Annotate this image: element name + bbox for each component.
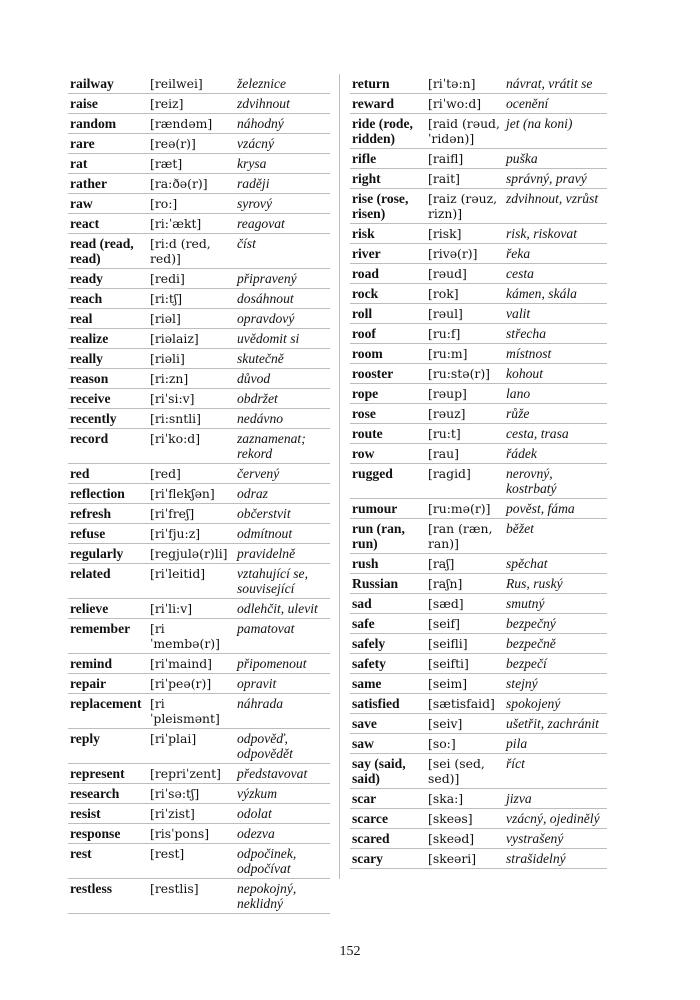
entry-translation: bezpečí [504,654,607,674]
entry-translation: pamatovat [235,619,330,654]
entry-pronunciation: [ri:zn] [148,369,235,389]
entry-translation: náhodný [235,114,330,134]
entry-word: rumour [350,499,426,519]
vocabulary-entry [68,564,330,599]
entry-word: rifle [350,149,426,169]
vocabulary-entry [350,404,607,424]
entry-word: replacement [68,694,148,729]
entry-translation: Rus, ruský [504,574,607,594]
entry-word: reason [68,369,148,389]
vocabulary-entry [68,134,330,154]
entry-pronunciation: [seifli] [426,634,504,654]
entry-pronunciation: [ri:sntli] [148,409,235,429]
entry-pronunciation: [ska:] [426,789,504,809]
entry-translation: krysa [235,154,330,174]
entry-translation: cesta, trasa [504,424,607,444]
entry-word: scar [350,789,426,809]
vocabulary-entry [68,349,330,369]
vocabulary-entry [68,74,330,94]
entry-word: rare [68,134,148,154]
entry-word: red [68,464,148,484]
vocabulary-column-left [68,74,330,914]
entry-pronunciation: [seiv] [426,714,504,734]
entry-pronunciation: [rændəm] [148,114,235,134]
vocabulary-entry [350,304,607,324]
entry-pronunciation: [rau] [426,444,504,464]
entry-translation: vzácný, ojedinělý [504,809,607,829]
entry-pronunciation: [ri:d (red, red)] [148,234,235,269]
entry-word: rose [350,404,426,424]
entry-pronunciation: [seifti] [426,654,504,674]
entry-word: reflection [68,484,148,504]
entry-pronunciation: [raid (rəud, ˈridən)] [426,114,504,149]
entry-pronunciation: [ragid] [426,464,504,499]
entry-pronunciation: [riˈsi:v] [148,389,235,409]
entry-translation: vzácný [235,134,330,154]
entry-translation: skutečně [235,349,330,369]
entry-word: roof [350,324,426,344]
vocabulary-entry [350,384,607,404]
entry-word: reach [68,289,148,309]
entry-word: read (read, read) [68,234,148,269]
vocabulary-entry [68,269,330,289]
entry-pronunciation: [risˈpons] [148,824,235,844]
entry-translation: reagovat [235,214,330,234]
entry-translation: zdvihnout [235,94,330,114]
entry-translation: syrový [235,194,330,214]
vocabulary-entry [68,154,330,174]
vocabulary-entry [350,809,607,829]
vocabulary-entry [350,734,607,754]
vocabulary-entry [68,824,330,844]
entry-word: ready [68,269,148,289]
entry-word: rugged [350,464,426,499]
entry-pronunciation: [raʃ] [426,554,504,574]
vocabulary-entry [350,364,607,384]
entry-word: save [350,714,426,734]
entry-word: roll [350,304,426,324]
entry-word: reply [68,729,148,764]
entry-word: same [350,674,426,694]
entry-pronunciation: [restlis] [148,879,235,914]
vocabulary-entry [350,169,607,189]
entry-word: satisfied [350,694,426,714]
entry-translation: uvědomit si [235,329,330,349]
entry-translation: řeka [504,244,607,264]
entry-word: saw [350,734,426,754]
vocabulary-entry [68,289,330,309]
entry-word: really [68,349,148,369]
entry-word: real [68,309,148,329]
entry-pronunciation: [ro:] [148,194,235,214]
entry-word: route [350,424,426,444]
entry-translation: střecha [504,324,607,344]
vocabulary-entry [350,829,607,849]
entry-pronunciation: [ri:tʃ] [148,289,235,309]
entry-translation: valit [504,304,607,324]
entry-word: scary [350,849,426,869]
vocabulary-entry [68,234,330,269]
entry-word: room [350,344,426,364]
entry-translation: raději [235,174,330,194]
entry-pronunciation: [riˈplai] [148,729,235,764]
entry-translation: pravidelně [235,544,330,564]
entry-translation: místnost [504,344,607,364]
entry-pronunciation: [riˈko:d] [148,429,235,464]
entry-pronunciation: [rok] [426,284,504,304]
entry-word: realize [68,329,148,349]
vocabulary-entry [68,369,330,389]
vocabulary-entry [350,189,607,224]
vocabulary-entry [68,174,330,194]
entry-pronunciation: [sei (sed, sed)] [426,754,504,789]
entry-word: refuse [68,524,148,544]
entry-pronunciation: [riˈfreʃ] [148,504,235,524]
entry-pronunciation: [riˈpeə(r)] [148,674,235,694]
vocabulary-table-right [350,74,607,869]
vocabulary-entry [350,789,607,809]
entry-pronunciation: [rivə(r)] [426,244,504,264]
entry-pronunciation: [sætisfaid] [426,694,504,714]
vocabulary-entry [350,519,607,554]
entry-translation: smutný [504,594,607,614]
vocabulary-entry [68,844,330,879]
entry-translation: lano [504,384,607,404]
vocabulary-entry [350,94,607,114]
entry-pronunciation: [ru:t] [426,424,504,444]
vocabulary-entry [350,244,607,264]
entry-translation: připomenout [235,654,330,674]
vocabulary-entry [350,654,607,674]
page-number: 152 [339,944,361,959]
entry-pronunciation: [rəud] [426,264,504,284]
entry-translation: správný, pravý [504,169,607,189]
entry-word: remember [68,619,148,654]
entry-word: safety [350,654,426,674]
entry-word: risk [350,224,426,244]
vocabulary-entry [68,879,330,914]
entry-word: road [350,264,426,284]
vocabulary-entry [68,194,330,214]
entry-word: related [68,564,148,599]
entry-pronunciation: [riˈmaind] [148,654,235,674]
entry-translation: ocenění [504,94,607,114]
entry-pronunciation: [ri:ˈækt] [148,214,235,234]
entry-pronunciation: [rəul] [426,304,504,324]
vocabulary-entry [68,409,330,429]
vocabulary-entry [68,599,330,619]
vocabulary-entry [68,429,330,464]
entry-word: remind [68,654,148,674]
entry-translation: risk, riskovat [504,224,607,244]
entry-translation: vztahující se, související [235,564,330,599]
vocabulary-entry [350,264,607,284]
entry-word: rock [350,284,426,304]
entry-pronunciation: [ræt] [148,154,235,174]
entry-word: response [68,824,148,844]
entry-word: rat [68,154,148,174]
entry-pronunciation: [rəuz] [426,404,504,424]
vocabulary-entry [68,114,330,134]
entry-pronunciation: [reilwei] [148,74,235,94]
entry-pronunciation: [ran (ræn, ran)] [426,519,504,554]
vocabulary-entry [68,309,330,329]
entry-translation: běžet [504,519,607,554]
entry-translation: růže [504,404,607,424]
entry-translation: pověst, fáma [504,499,607,519]
entry-translation: cesta [504,264,607,284]
entry-pronunciation: [raiz (rəuz, rizn)] [426,189,504,224]
vocabulary-entry [350,674,607,694]
vocabulary-entry [350,74,607,94]
vocabulary-entry [350,424,607,444]
entry-word: rope [350,384,426,404]
vocabulary-entry [350,694,607,714]
vocabulary-entry [68,619,330,654]
entry-pronunciation: [riˈtə:n] [426,74,504,94]
entry-word: row [350,444,426,464]
entry-word: river [350,244,426,264]
entry-word: represent [68,764,148,784]
vocabulary-entry [350,634,607,654]
entry-pronunciation: [red] [148,464,235,484]
entry-translation: opravdový [235,309,330,329]
entry-pronunciation: [riəlaiz] [148,329,235,349]
entry-pronunciation: [rait] [426,169,504,189]
vocabulary-column-right [350,74,607,869]
entry-translation: spěchat [504,554,607,574]
entry-word: rise (rose, risen) [350,189,426,224]
entry-word: receive [68,389,148,409]
column-divider [339,74,340,879]
entry-translation: bezpečný [504,614,607,634]
entry-translation: nedávno [235,409,330,429]
entry-pronunciation: [redi] [148,269,235,289]
vocabulary-entry [350,464,607,499]
entry-pronunciation: [reə(r)] [148,134,235,154]
entry-translation: důvod [235,369,330,389]
vocabulary-entry [68,504,330,524]
entry-word: ride (rode, ridden) [350,114,426,149]
entry-pronunciation: [riˈpleismənt] [148,694,235,729]
entry-pronunciation: [riəli] [148,349,235,369]
entry-pronunciation: [ru:f] [426,324,504,344]
entry-pronunciation: [riˈsə:tʃ] [148,784,235,804]
vocabulary-entry [350,594,607,614]
vocabulary-entry [350,324,607,344]
vocabulary-entry [68,804,330,824]
vocabulary-entry [68,654,330,674]
entry-translation: bezpečně [504,634,607,654]
vocabulary-entry [350,444,607,464]
entry-pronunciation: [ru:stə(r)] [426,364,504,384]
entry-translation: kámen, skála [504,284,607,304]
entry-translation: připravený [235,269,330,289]
entry-translation: číst [235,234,330,269]
vocabulary-entry [350,114,607,149]
entry-pronunciation: [ra:ðə(r)] [148,174,235,194]
entry-word: refresh [68,504,148,524]
entry-word: rather [68,174,148,194]
entry-pronunciation: [skeəri] [426,849,504,869]
entry-pronunciation: [riˈleitid] [148,564,235,599]
entry-translation: vystrašený [504,829,607,849]
entry-word: raise [68,94,148,114]
entry-word: rooster [350,364,426,384]
vocabulary-entry [350,224,607,244]
entry-translation: řádek [504,444,607,464]
entry-pronunciation: [repriˈzent] [148,764,235,784]
entry-pronunciation: [so:] [426,734,504,754]
vocabulary-entry [68,764,330,784]
vocabulary-entry [350,849,607,869]
entry-translation: stejný [504,674,607,694]
vocabulary-entry [350,574,607,594]
entry-pronunciation: [regjulə(r)li] [148,544,235,564]
entry-word: sad [350,594,426,614]
entry-pronunciation: [skeəd] [426,829,504,849]
entry-translation: obdržet [235,389,330,409]
entry-pronunciation: [riˈli:v] [148,599,235,619]
entry-translation: jet (na koni) [504,114,607,149]
vocabulary-entry [350,344,607,364]
vocabulary-entry [350,149,607,169]
entry-translation: představovat [235,764,330,784]
entry-word: raw [68,194,148,214]
entry-translation: dosáhnout [235,289,330,309]
entry-translation: zaznamenat; rekord [235,429,330,464]
entry-word: random [68,114,148,134]
vocabulary-table-left [68,74,330,914]
vocabulary-entry [68,484,330,504]
vocabulary-entry [350,554,607,574]
entry-word: relieve [68,599,148,619]
entry-translation: odezva [235,824,330,844]
entry-translation: odlehčit, ulevit [235,599,330,619]
entry-translation: odmítnout [235,524,330,544]
entry-translation: pila [504,734,607,754]
entry-translation: železnice [235,74,330,94]
entry-translation: puška [504,149,607,169]
entry-pronunciation: [rest] [148,844,235,879]
entry-pronunciation: [raʃn] [426,574,504,594]
entry-pronunciation: [rəup] [426,384,504,404]
entry-translation: odraz [235,484,330,504]
entry-word: safely [350,634,426,654]
entry-translation: červený [235,464,330,484]
entry-word: recently [68,409,148,429]
vocabulary-entry [68,329,330,349]
entry-word: scarce [350,809,426,829]
entry-word: railway [68,74,148,94]
vocabulary-entry [350,614,607,634]
entry-word: rush [350,554,426,574]
entry-translation: říct [504,754,607,789]
entry-pronunciation: [riˈwo:d] [426,94,504,114]
entry-translation: zdvihnout, vzrůst [504,189,607,224]
entry-translation: strašidelný [504,849,607,869]
entry-word: safe [350,614,426,634]
entry-translation: ušetřit, zachránit [504,714,607,734]
entry-translation: odpočinek, odpočívat [235,844,330,879]
vocabulary-entry [68,464,330,484]
vocabulary-entry [68,694,330,729]
entry-word: regularly [68,544,148,564]
vocabulary-entry [350,754,607,789]
vocabulary-entry [68,389,330,409]
entry-word: reward [350,94,426,114]
entry-word: run (ran, run) [350,519,426,554]
vocabulary-entry [68,524,330,544]
vocabulary-entry [350,714,607,734]
entry-translation: nepokojný, neklidný [235,879,330,914]
entry-pronunciation: [riˈfju:z] [148,524,235,544]
entry-pronunciation: [sæd] [426,594,504,614]
entry-translation: výzkum [235,784,330,804]
entry-translation: nerovný, kostrbatý [504,464,607,499]
entry-pronunciation: [reiz] [148,94,235,114]
entry-word: research [68,784,148,804]
entry-word: rest [68,844,148,879]
entry-pronunciation: [seif] [426,614,504,634]
vocabulary-entry [350,284,607,304]
entry-pronunciation: [riˈmembə(r)] [148,619,235,654]
entry-pronunciation: [raifl] [426,149,504,169]
vocabulary-entry [68,94,330,114]
entry-pronunciation: [skeəs] [426,809,504,829]
entry-pronunciation: [seim] [426,674,504,694]
entry-word: repair [68,674,148,694]
entry-translation: náhrada [235,694,330,729]
entry-translation: kohout [504,364,607,384]
entry-translation: odpověď, odpovědět [235,729,330,764]
entry-translation: odolat [235,804,330,824]
vocabulary-entry [68,784,330,804]
entry-word: resist [68,804,148,824]
vocabulary-entry [68,544,330,564]
vocabulary-entry [68,729,330,764]
entry-translation: jizva [504,789,607,809]
entry-translation: občerstvit [235,504,330,524]
entry-pronunciation: [riˈflekʃən] [148,484,235,504]
entry-word: Russian [350,574,426,594]
vocabulary-entry [68,214,330,234]
vocabulary-entry [68,674,330,694]
entry-translation: opravit [235,674,330,694]
entry-word: say (said, said) [350,754,426,789]
vocabulary-entry [350,499,607,519]
entry-pronunciation: [risk] [426,224,504,244]
entry-word: react [68,214,148,234]
entry-word: scared [350,829,426,849]
entry-word: restless [68,879,148,914]
entry-pronunciation: [riəl] [148,309,235,329]
entry-translation: návrat, vrátit se [504,74,607,94]
entry-word: record [68,429,148,464]
entry-pronunciation: [ru:m] [426,344,504,364]
entry-translation: spokojený [504,694,607,714]
entry-word: return [350,74,426,94]
entry-pronunciation: [riˈzist] [148,804,235,824]
entry-word: right [350,169,426,189]
entry-pronunciation: [ru:mə(r)] [426,499,504,519]
